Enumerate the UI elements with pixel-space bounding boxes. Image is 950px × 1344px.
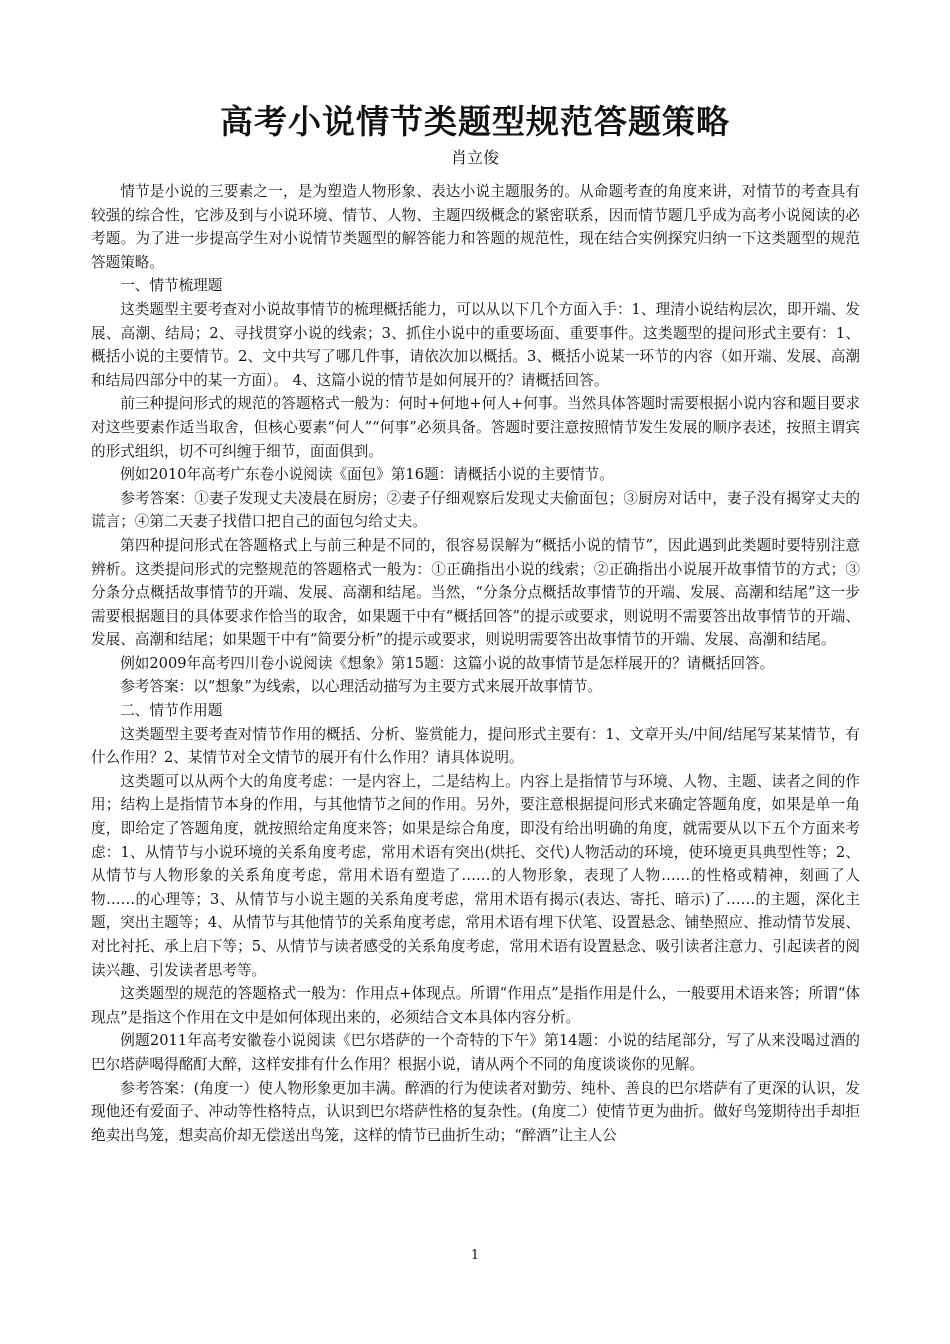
section-heading-plot-function: 二、情节作用题 [120,702,223,720]
reference-answer: 参考答案：①妻子发现丈夫凌晨在厨房；②妻子仔细观察后发现丈夫偷面包；③厨房对话中，妻子没有揭穿丈夫的谎言；④第二天妻子找借口把自己的面包匀给丈夫。 [91,489,860,531]
paragraph: 这类题型主要考查对情节作用的概括、分析、鉴赏能力，提问形式主要有：1、文章开头/中间/结尾写某某情节，有什么作用？2、某情节对全文情节的展开有什么作用？请具体说明。 [91,725,860,767]
paragraph: 前三种提问形式的规范的答题格式一般为：何时+何地+何人+何事。当然具体答题时需要根据小说内容和题目要求对这些要素作适当取舍，但核心要素“何人”“何事”必须具备。答题时要注意按照情节发生发展的顺序表述，按照主谓宾的形式组织，切不可纠缠于细节，面面俱到。 [91,395,860,460]
author-name: 肖立俊 [450,148,499,167]
reference-answer: 参考答案：以“想象”为线索，以心理活动描写为主要方式来展开故事情节。 [120,678,603,696]
document-title: 高考小说情节类题型规范答题策略 [220,102,730,141]
paragraph: 这类题型的规范的答题格式一般为：作用点+体现点。所谓“作用点”是指作用是什么，一般要用术语来答；所谓“体现点”是指这个作用在文中是如何体现出来的，必须结合文本具体内容分析。 [91,985,860,1026]
section-heading-plot-summary: 一、情节梳理题 [120,277,223,295]
page-number: 1 [470,1248,480,1263]
paragraph-intro: 情节是小说的三要素之一，是为塑造人物形象、表达小说主题服务的。从命题考查的角度来讲，对情节的考查具有较强的综合性，它涉及到与小说环境、情节、人物、主题四级概念的紧密联系，因而情节题几乎成为高考小说阅读的必考题。为了进一步提高学生对小说情节类题型的解答能力和答题的规范性，现在结合实例探究归纳一下这类题型的规范答题策略。 [91,183,860,271]
paragraph: 第四种提问形式在答题格式上与前三种是不同的，很容易误解为“概括小说的情节”，因此遇到此类题时要特别注意辨析。这类提问形式的完整规范的答题格式一般为：①正确指出小说的线索；②正确指出小说展开故事情节的方式；③分条分点概括故事情节的开端、发展、高潮和结尾。当然，“分条分点概括故事情节的开端、发展、高潮和结尾”这一步需要根据题目的具体要求作恰当的取舍，如果题干中有“概括回答”的提示或要求，则说明不需要答出故事情节的开端、发展、高潮和结尾；如果题干中有“简要分析”的提示或要求，则说明需要答出故事情节的开端、发展、高潮和结尾。 [91,536,860,649]
paragraph: 这类题可以从两个大的角度考虑：一是内容上，二是结构上。内容上是指情节与环境、人物、主题、读者之间的作用；结构上是指情节本身的作用，与其他情节之间的作用。另外，要注意根据提问形式来确定答题角度，如果是单一角度，即给定了答题角度，就按照给定角度来答；如果是综合角度，即没有给出明确的角度，就需要从以下五个方面来考虑：1、从情节与小说环境的关系角度考虑，常用术语有突出(烘托、交代)人物活动的环境，使环境更具典型性等；2、从情节与人物形象的关系角度考虑，常用术语有塑造了……的人物形象，表现了人物……的性格或精神，刻画了人物……的心理等；3、从情节与小说主题的关系角度考虑，常用术语有揭示(表达、寄托、暗示)了……的主题，深化主题，突出主题等；4、从情节与其他情节的关系角度考虑，常用术语有埋下伏笔、设置悬念、铺垫照应、推动情节发展、对比衬托、承上启下等；5、从情节与读者感受的关系角度考虑，常用术语有设置悬念、吸引读者注意力、引起读者的阅读兴趣、引发读者思考等。 [91,772,860,979]
example-question: 例如2010年高考广东卷小说阅读《面包》第16题：请概括小说的主要情节。 [120,466,614,484]
document-body [91,180,860,1240]
example-question: 例如2009年高考四川卷小说阅读《想象》第15题：这篇小说的故事情节是怎样展开的？请概括回答。 [120,654,775,672]
example-question: 例题2011年高考安徽卷小说阅读《巴尔塔萨的一个奇特的下午》第14题：小说的结尾部分，写了从来没喝过酒的巴尔塔萨喝得酩酊大醉，这样安排有什么作用？根据小说，请从两个不同的角度谈谈你的见解。 [91,1032,860,1073]
paragraph: 这类题型主要考查对小说故事情节的梳理概括能力，可以从以下几个方面入手：1、理清小说结构层次，即开端、发展、高潮、结局；2、寻找贯穿小说的线索；3、抓住小说中的重要场面、重要事件。这类题型的提问形式主要有：1、概括小说的主要情节。2、文中共写了哪几件事，请依次加以概括。3、概括小说某一环节的内容（如开端、发展、高潮和结局四部分中的某一方面）。 4、这篇小说的情节是如何展开的？请概括回答。 [91,300,860,389]
reference-answer: 参考答案：(角度一）使人物形象更加丰满。醉酒的行为使读者对勤劳、纯朴、善良的巴尔塔萨有了更深的认识，发现他还有爱面子、冲动等性格特点，认识到巴尔塔萨性格的复杂性。(角度二）使情节更为曲折。做好鸟笼期待出手却拒绝卖出鸟笼，想卖高价却无偿送出鸟笼，这样的情节已曲折生动；“醉酒”让主人公 [91,1079,860,1144]
